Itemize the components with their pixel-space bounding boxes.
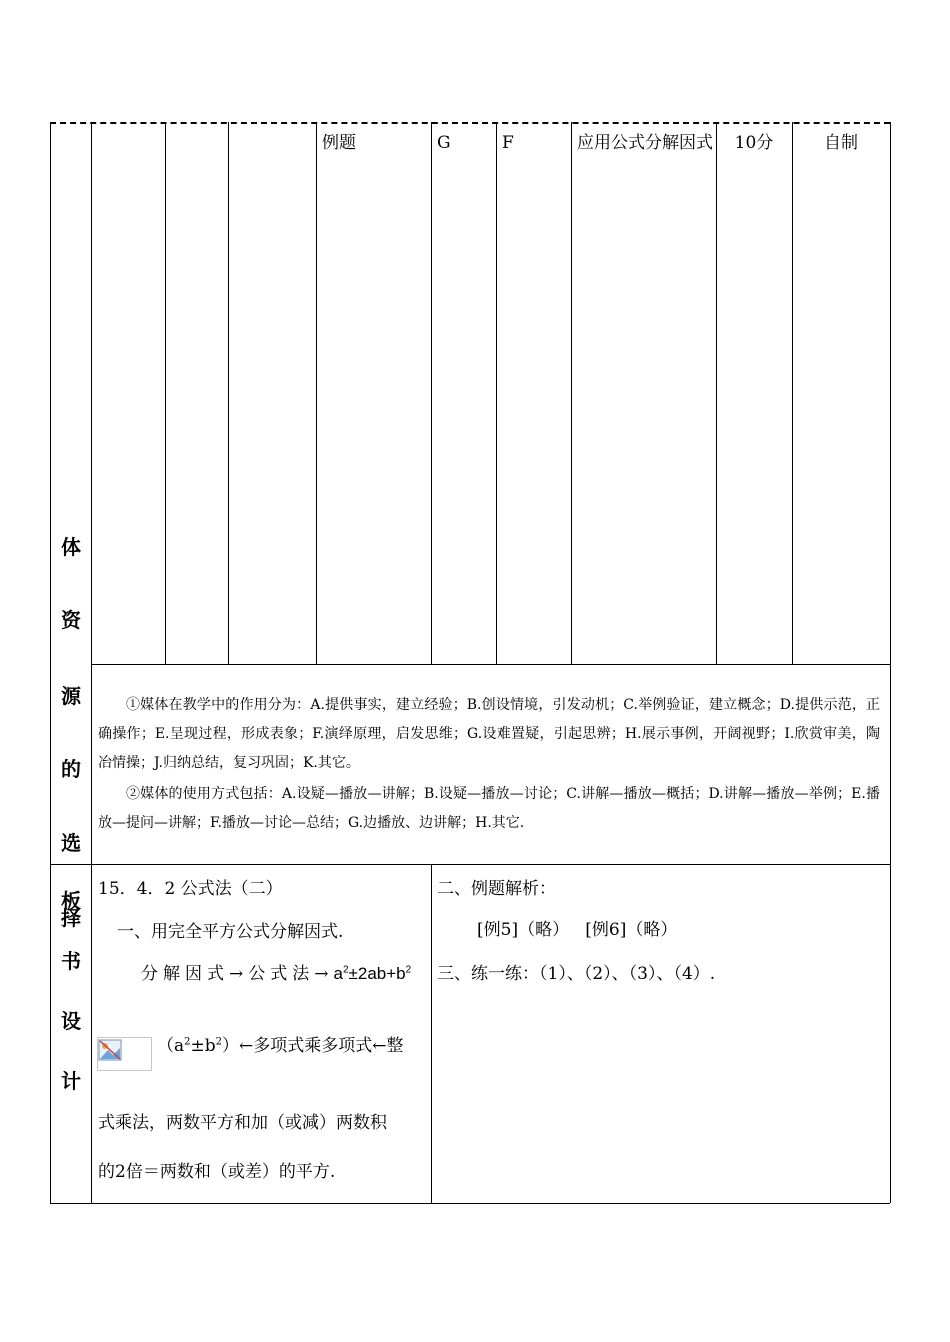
cell-goal-type: G xyxy=(437,133,451,153)
formula-mid: ±2ab+b xyxy=(348,964,406,983)
table-left-border xyxy=(50,122,51,1203)
cell-purpose: 应用公式分解因式 xyxy=(577,133,713,153)
broken-image-icon xyxy=(97,1037,152,1071)
board-label-char: 板 xyxy=(61,889,81,913)
board-formula-line-2 xyxy=(157,1031,404,1056)
board-label-char: 择 xyxy=(61,906,81,930)
side-label-char: 体 xyxy=(61,535,81,559)
section-divider xyxy=(50,864,890,865)
media-col-divider xyxy=(228,122,229,664)
media-note-1-text: ①媒体在教学中的作用分为：A.提供事实，建立经验；B.创设情境，引发动机；C.举例验证，建立概念；D.提供示范，正确操作；E.呈现过程，形成表象；F.演绎原理，启发思维；G.设难置疑，引起思辨；H.展示事例，开阔视野；I.欣赏审美，陶冶情操；J.归纳总结，复习巩固；K.其它。 xyxy=(98,697,880,771)
table-bottom-border xyxy=(50,1203,890,1204)
board-right-heading: 二、例题解析： xyxy=(437,879,556,899)
formula2-open: （a xyxy=(157,1036,185,1056)
side-label-char: 源 xyxy=(61,684,81,708)
media-col-divider xyxy=(496,122,497,664)
media-note-2 xyxy=(98,780,880,838)
board-formula-line-1 xyxy=(141,959,411,984)
media-col-divider xyxy=(431,122,432,664)
side-label-char: 的 xyxy=(61,757,81,781)
formula-a: a xyxy=(333,964,343,983)
board-column-divider xyxy=(431,864,432,1203)
media-note-2-text: ②媒体的使用方式包括：A.设疑—播放—讲解；B.设疑—播放—讨论；C.讲解—播放—概括；D.讲解—播放—举例；E.播放—提问—讲解；F.播放—讨论—总结；G.边播放、边讲解；H.其它. xyxy=(98,786,880,831)
table-top-dashed-border xyxy=(50,122,890,124)
media-col-divider xyxy=(716,122,717,664)
board-label-char: 计 xyxy=(61,1069,81,1093)
media-col-divider xyxy=(571,122,572,664)
board-line-4: 的2倍＝两数和（或差）的平方. xyxy=(98,1162,336,1182)
media-col-divider xyxy=(316,122,317,664)
table-right-border xyxy=(890,122,891,1203)
formula-sup: 2 xyxy=(405,964,412,976)
formula2-sup: 2 xyxy=(215,1036,223,1048)
formula2-close: ）←多项式乘多项式←整 xyxy=(222,1036,404,1056)
board-right-examples: [例5]（略） [例6]（略） xyxy=(477,920,678,940)
board-chain-prefix: 分解因式→公式法→ xyxy=(141,964,334,984)
media-col-divider xyxy=(165,122,166,664)
side-column-divider xyxy=(91,122,92,1203)
board-right-practice: 三、练一练：（1）、（2）、（3）、（4）. xyxy=(437,964,716,984)
formula2-sup: 2 xyxy=(184,1036,191,1048)
formula-sup: 2 xyxy=(342,964,349,976)
board-label-char: 书 xyxy=(61,949,81,973)
cell-source: 自制 xyxy=(824,133,858,153)
board-title: 15．4．2 公式法（二） xyxy=(98,879,283,899)
media-note-1 xyxy=(98,691,880,778)
board-line-3: 式乘法，两数平方和加（或减）两数积 xyxy=(98,1113,387,1133)
side-label-char: 选 xyxy=(61,831,81,855)
formula2-mid: ±b xyxy=(190,1036,216,1056)
media-row-bottom-border xyxy=(91,664,890,665)
board-item-1: 一、用完全平方公式分解因式. xyxy=(117,922,344,942)
cell-content: 例题 xyxy=(322,133,356,153)
side-label-char: 资 xyxy=(61,608,81,632)
cell-media-role: F xyxy=(502,133,514,153)
cell-time: 10分 xyxy=(734,133,774,153)
media-col-divider xyxy=(792,122,793,664)
board-label-char: 设 xyxy=(61,1009,81,1033)
